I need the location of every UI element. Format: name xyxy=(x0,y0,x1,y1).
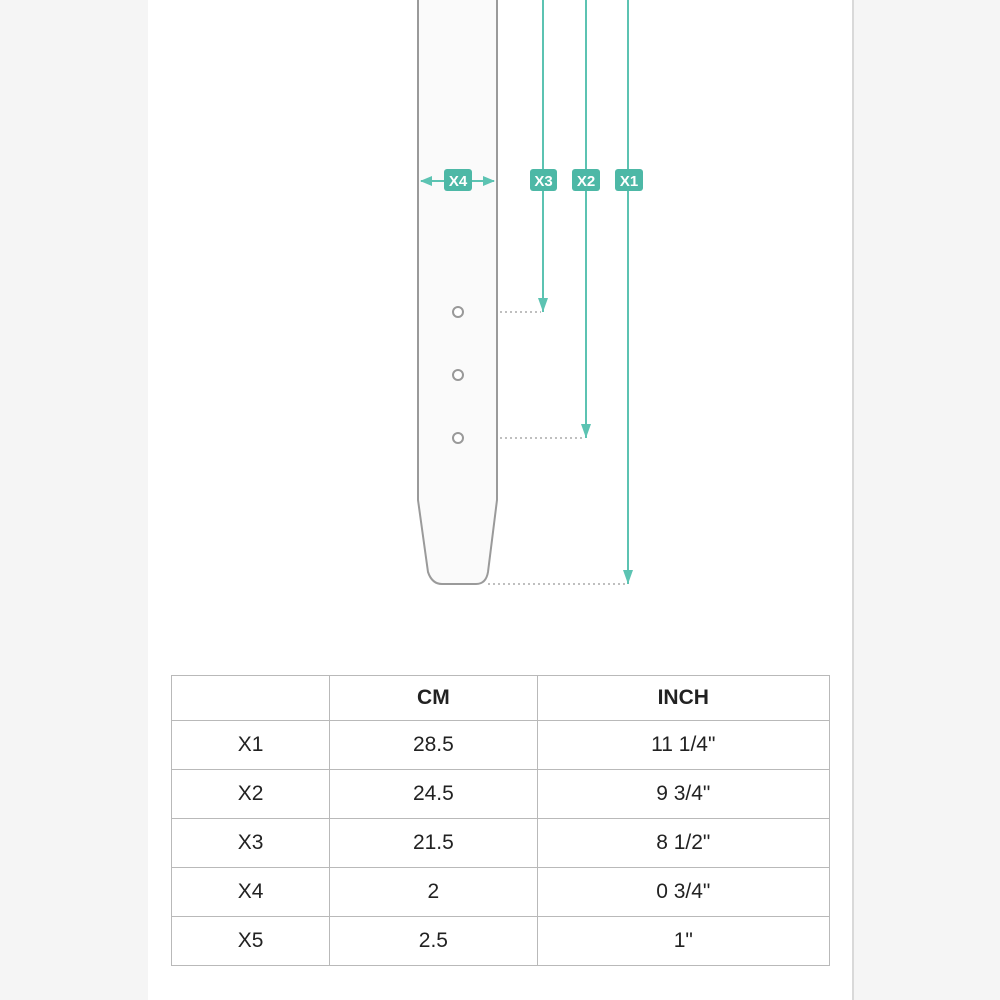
row-cm: 2.5 xyxy=(330,917,537,966)
table-row xyxy=(172,868,830,917)
x4-tag xyxy=(444,169,472,191)
x3-tag-label: X3 xyxy=(534,173,553,190)
row-label: X1 xyxy=(172,721,330,770)
table-header-inch: INCH xyxy=(537,676,829,721)
row-label: X4 xyxy=(172,868,330,917)
table-header-row xyxy=(172,676,830,721)
row-cm: 2 xyxy=(330,868,537,917)
row-label: X3 xyxy=(172,819,330,868)
row-inch: 11 1/4" xyxy=(537,721,829,770)
x3-tag xyxy=(530,169,557,191)
table-row xyxy=(172,917,830,966)
x2-tag-label: X2 xyxy=(576,173,596,190)
size-table xyxy=(171,675,830,966)
row-cm: 24.5 xyxy=(330,770,537,819)
table-header-label xyxy=(172,676,330,721)
x4-tag-label: X4 xyxy=(448,173,468,190)
x3-arrowhead xyxy=(538,298,548,312)
x2-arrowhead xyxy=(581,424,591,438)
x1-arrowhead xyxy=(623,570,633,584)
table-header-cm: CM xyxy=(330,676,537,721)
belt-hole-2 xyxy=(453,370,463,380)
x1-tag-label: X1 xyxy=(619,173,639,190)
row-inch: 9 3/4" xyxy=(537,770,829,819)
row-cm: 28.5 xyxy=(330,721,537,770)
row-label: X5 xyxy=(172,917,330,966)
row-label: X2 xyxy=(172,770,330,819)
row-inch: 0 3/4" xyxy=(537,868,829,917)
row-cm: 21.5 xyxy=(330,819,537,868)
x2-tag xyxy=(572,169,600,191)
belt-hole-1 xyxy=(453,307,463,317)
table-row xyxy=(172,819,830,868)
x1-tag xyxy=(615,169,643,191)
belt-strap xyxy=(418,0,497,584)
table-row xyxy=(172,721,830,770)
row-inch: 8 1/2" xyxy=(537,819,829,868)
row-inch: 1" xyxy=(537,917,829,966)
table-row xyxy=(172,770,830,819)
belt-hole-3 xyxy=(453,433,463,443)
